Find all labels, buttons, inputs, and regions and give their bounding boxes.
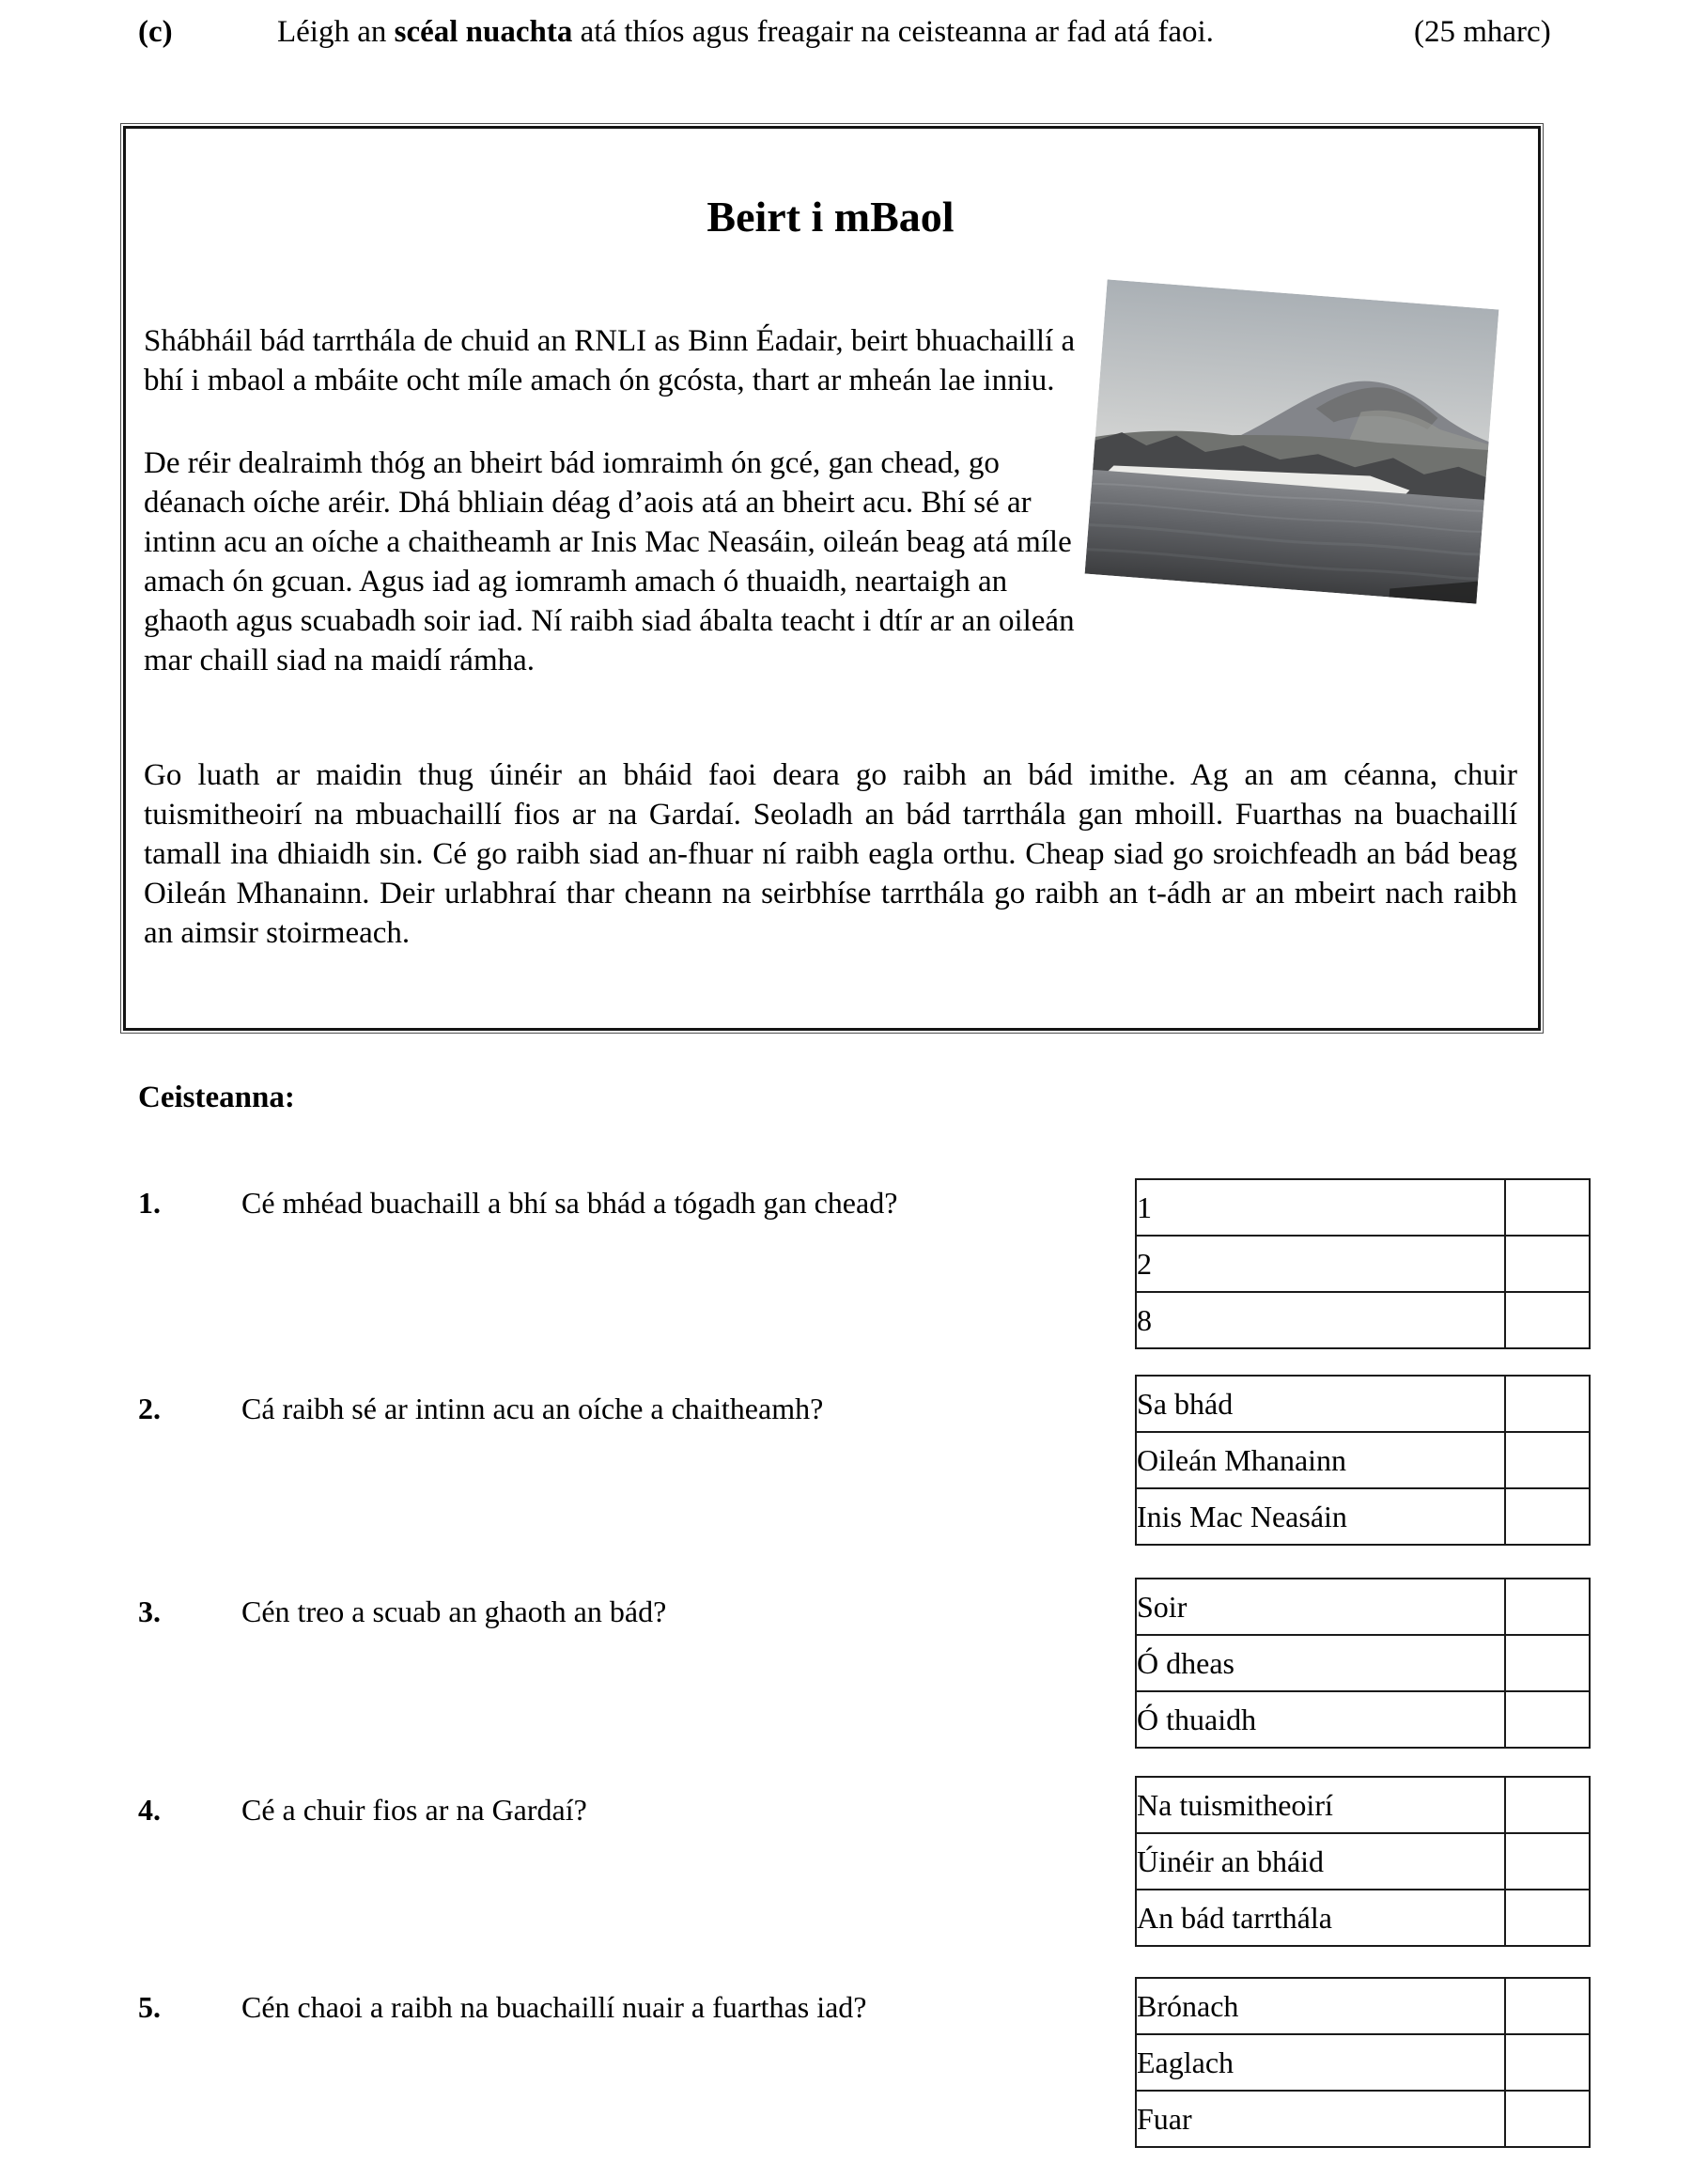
answer-tick-box[interactable] xyxy=(1505,1777,1590,1833)
option-label-cell: 8 xyxy=(1136,1292,1505,1348)
questions-heading: Ceisteanna: xyxy=(138,1081,295,1114)
option-label-cell: 1 xyxy=(1136,1179,1505,1236)
answer-tick-box[interactable] xyxy=(1505,1432,1590,1488)
option-label-cell: Brónach xyxy=(1136,1978,1505,2034)
option-label-cell: 2 xyxy=(1136,1236,1505,1292)
question-block-4 xyxy=(0,1776,1708,1945)
answer-table xyxy=(1135,1375,1591,1546)
answer-tick-box[interactable] xyxy=(1505,1691,1590,1748)
question-number: 3. xyxy=(138,1595,161,1628)
option-row xyxy=(1136,2034,1590,2091)
option-row xyxy=(1136,1579,1590,1635)
coastal-photo xyxy=(1085,279,1499,603)
option-row xyxy=(1136,1890,1590,1946)
answer-tick-box[interactable] xyxy=(1505,1978,1590,2034)
option-label-cell: Oileán Mhanainn xyxy=(1136,1432,1505,1488)
option-label-cell: Eaglach xyxy=(1136,2034,1505,2091)
answer-tick-box[interactable] xyxy=(1505,1292,1590,1348)
answer-tick-box[interactable] xyxy=(1505,1890,1590,1946)
option-row xyxy=(1136,1376,1590,1432)
article-paragraph-1: Shábháil bád tarrthála de chuid an RNLI as Binn Éadair, beirt bhuachaillí a bhí i mbaol a mbáite ocht míle amach ón gcósta, thart ar mheán lae inniu. xyxy=(144,324,1076,397)
question-number: 2. xyxy=(138,1392,161,1425)
question-block-1 xyxy=(0,1178,1708,1347)
option-label-cell: Úinéir an bháid xyxy=(1136,1833,1505,1890)
option-row xyxy=(1136,1488,1590,1545)
question-text: Cá raibh sé ar intinn acu an oíche a chaitheamh? xyxy=(241,1392,824,1425)
question-block-2 xyxy=(0,1375,1708,1544)
answer-table xyxy=(1135,1578,1591,1749)
option-label-cell: Ó thuaidh xyxy=(1136,1691,1505,1748)
answer-tick-box[interactable] xyxy=(1505,1833,1590,1890)
option-row xyxy=(1136,1236,1590,1292)
question-block-5 xyxy=(0,1977,1708,2146)
answer-tick-box[interactable] xyxy=(1505,1488,1590,1545)
question-text: Cén chaoi a raibh na buachaillí nuair a fuarthas iad? xyxy=(241,1990,867,2024)
answer-table xyxy=(1135,1776,1591,1947)
question-text: Cén treo a scuab an ghaoth an bád? xyxy=(241,1595,667,1628)
option-row xyxy=(1136,1635,1590,1691)
option-label-cell: Fuar xyxy=(1136,2091,1505,2147)
option-label-cell: Ó dheas xyxy=(1136,1635,1505,1691)
question-number: 5. xyxy=(138,1990,161,2024)
option-row xyxy=(1136,1432,1590,1488)
question-block-3 xyxy=(0,1578,1708,1747)
answer-tick-box[interactable] xyxy=(1505,2091,1590,2147)
answer-tick-box[interactable] xyxy=(1505,1635,1590,1691)
answer-tick-box[interactable] xyxy=(1505,1179,1590,1236)
part-label: (c) xyxy=(138,15,173,49)
option-label-cell: Inis Mac Neasáin xyxy=(1136,1488,1505,1545)
option-label-cell: An bád tarrthála xyxy=(1136,1890,1505,1946)
answer-tick-box[interactable] xyxy=(1505,2034,1590,2091)
question-text: Cé mhéad buachaill a bhí sa bhád a tógadh gan chead? xyxy=(241,1186,898,1220)
question-number: 1. xyxy=(138,1186,161,1220)
option-label-cell: Soir xyxy=(1136,1579,1505,1635)
instruction-bold-phrase: scéal nuachta xyxy=(394,15,573,49)
option-row xyxy=(1136,1777,1590,1833)
marks-label: (25 mharc) xyxy=(1414,15,1551,49)
option-row xyxy=(1136,1833,1590,1890)
question-text: Cé a chuir fios ar na Gardaí? xyxy=(241,1793,587,1827)
option-row xyxy=(1136,2091,1590,2147)
article-paragraph-3: Go luath ar maidin thug úinéir an bháid faoi deara go raibh an bád imithe. Ag an am céanna, chuir tuismitheoirí na mbuachaillí fios ar na Gardaí. Seoladh an bád tarrthála gan mhoill. Fuarthas na buachaillí tamall ina dhiaidh sin. Cé go raibh siad an-fhuar ní raibh eagla orthu. Cheap siad go sroichfeadh an bád beag Oileán Mhanainn. Deir urlabhraí thar cheann na seirbhíse tarrthála go raibh an t-ádh ar an mbeirt nach raibh an aimsir stoirmeach. xyxy=(144,758,1517,950)
instruction-suffix: atá thíos agus freagair na ceisteanna ar fad atá faoi. xyxy=(572,15,1214,49)
instruction-prefix: Léigh an xyxy=(277,15,395,49)
option-row xyxy=(1136,1978,1590,2034)
answer-table xyxy=(1135,1977,1591,2148)
answer-tick-box[interactable] xyxy=(1505,1236,1590,1292)
answer-table xyxy=(1135,1178,1591,1349)
option-label-cell: Sa bhád xyxy=(1136,1376,1505,1432)
question-number: 4. xyxy=(138,1793,161,1827)
option-row xyxy=(1136,1292,1590,1348)
article-title: Beirt i mBaol xyxy=(706,193,955,241)
article-paragraph-2: De réir dealraimh thóg an bheirt bád iomraimh ón gcé, gan chead, go déanach oíche aréir. Dhá bhliain déag d’aois atá an bheirt acu. Bhí sé ar intinn acu an oíche a chaitheamh ar Inis Mac Neasáin, oileán beag atá míle amach ón gcuan. Agus iad ag iomramh amach ó thuaidh, neartaigh an ghaoth agus scuabadh soir iad. Ní raibh siad ábalta teacht i dtír ar an oileán mar chaill siad na maidí rámha. xyxy=(144,446,1075,677)
instruction-line xyxy=(277,13,1214,51)
option-row xyxy=(1136,1691,1590,1748)
option-label-cell: Na tuismitheoirí xyxy=(1136,1777,1505,1833)
option-row xyxy=(1136,1179,1590,1236)
answer-tick-box[interactable] xyxy=(1505,1579,1590,1635)
answer-tick-box[interactable] xyxy=(1505,1376,1590,1432)
